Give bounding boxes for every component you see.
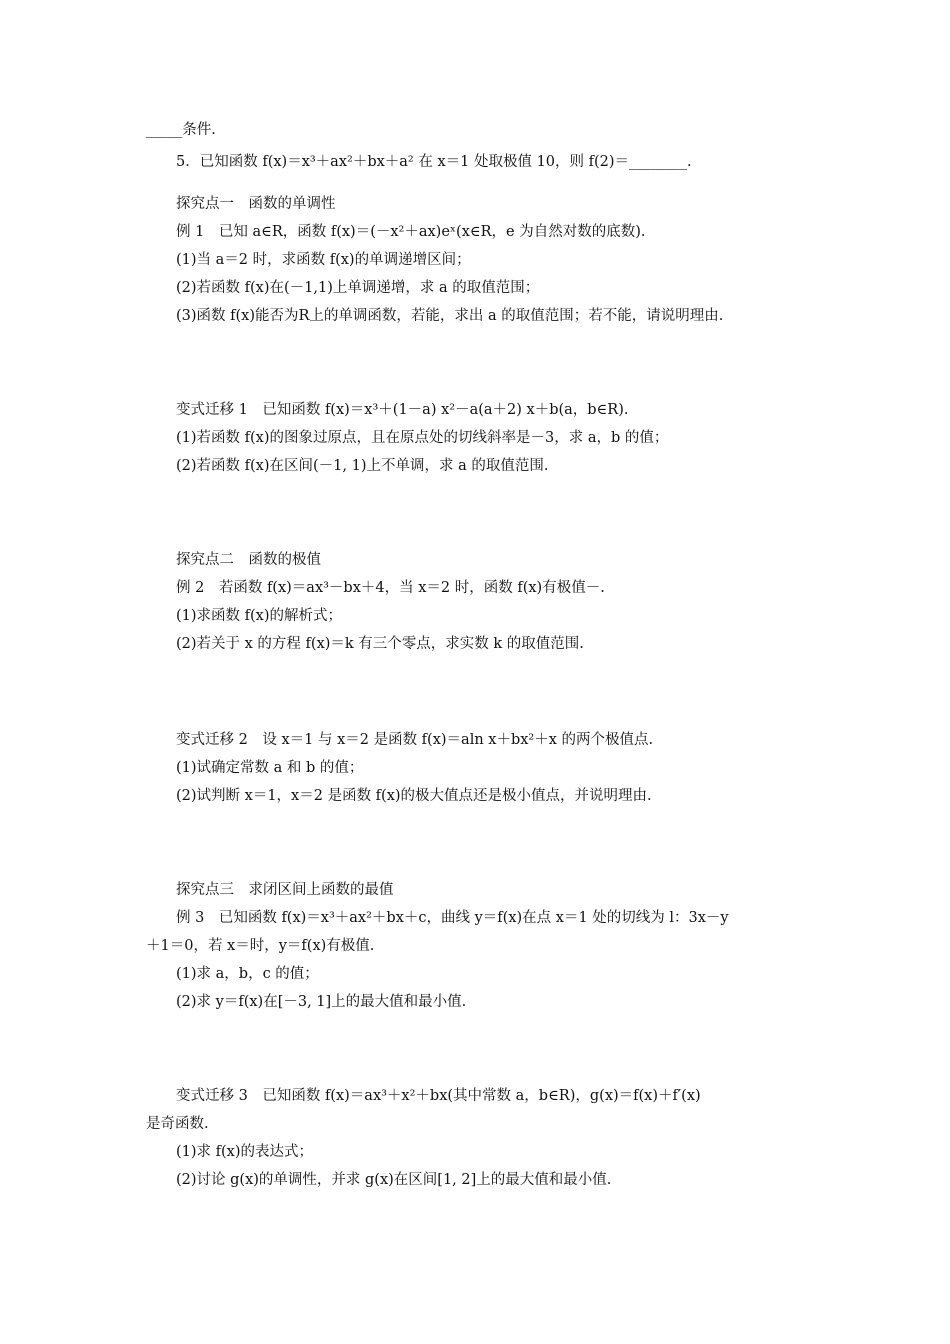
blank-condition-line: _____条件. bbox=[146, 122, 216, 138]
variant-3-continued: 是奇函数. bbox=[146, 1116, 209, 1132]
example-1-part-2: (2)若函数 f(x)在(－1,1)上单调递增，求 a 的取值范围； bbox=[176, 280, 540, 296]
variant-1-part-2: (2)若函数 f(x)在区间(－1, 1)上不单调，求 a 的取值范围. bbox=[176, 458, 549, 474]
example-3-part-1: (1)求 a，b，c 的值； bbox=[176, 966, 319, 982]
variant-2-part-2: (2)试判断 x＝1，x＝2 是函数 f(x)的极大值点还是极小值点，并说明理由. bbox=[176, 788, 652, 804]
variant-3: 变式迁移 3 已知函数 f(x)＝ax³＋x²＋bx(其中常数 a，b∈R)，g(x)＝f(x)＋f′(x) bbox=[176, 1088, 701, 1104]
example-1-part-3: (3)函数 f(x)能否为R上的单调函数，若能，求出 a 的取值范围；若不能，请说明理由. bbox=[176, 308, 724, 324]
question-5: 5．已知函数 f(x)＝x³＋ax²＋bx＋a² 在 x＝1 处取极值 10，则 f(2)＝________. bbox=[176, 154, 692, 170]
example-1-part-1: (1)当 a＝2 时，求函数 f(x)的单调递增区间； bbox=[176, 252, 471, 268]
example-2: 例 2 若函数 f(x)＝ax³－bx＋4，当 x＝2 时，函数 f(x)有极值－. bbox=[176, 580, 605, 596]
section-heading-extrema: 探究点二 函数的极值 bbox=[176, 552, 321, 568]
example-3-part-2: (2)求 y＝f(x)在[－3, 1]上的最大值和最小值. bbox=[176, 994, 467, 1010]
example-1: 例 1 已知 a∈R，函数 f(x)＝(－x²＋ax)eˣ(x∈R，e 为自然对数的底数). bbox=[176, 224, 646, 240]
variant-3-part-2: (2)讨论 g(x)的单调性，并求 g(x)在区间[1, 2]上的最大值和最小值. bbox=[176, 1172, 612, 1188]
variant-1: 变式迁移 1 已知函数 f(x)＝x³＋(1－a) x²－a(a＋2) x＋b(a，b∈R). bbox=[176, 402, 629, 418]
example-3-continued: ＋1＝0，若 x＝时，y＝f(x)有极值. bbox=[146, 938, 375, 954]
variant-1-part-1: (1)若函数 f(x)的图象过原点，且在原点处的切线斜率是－3，求 a，b 的值； bbox=[176, 430, 669, 446]
variant-2: 变式迁移 2 设 x＝1 与 x＝2 是函数 f(x)＝aln x＋bx²＋x 的两个极值点. bbox=[176, 732, 654, 748]
variant-2-part-1: (1)试确定常数 a 和 b 的值； bbox=[176, 760, 364, 776]
variant-3-part-1: (1)求 f(x)的表达式； bbox=[176, 1144, 314, 1160]
section-heading-monotonicity: 探究点一 函数的单调性 bbox=[176, 196, 336, 212]
example-3: 例 3 已知函数 f(x)＝x³＋ax²＋bx＋c，曲线 y＝f(x)在点 x＝1 处的切线为 l：3x－y bbox=[176, 910, 729, 926]
example-2-part-1: (1)求函数 f(x)的解析式； bbox=[176, 608, 343, 624]
section-heading-max-min: 探究点三 求闭区间上函数的最值 bbox=[176, 882, 394, 898]
example-2-part-2: (2)若关于 x 的方程 f(x)＝k 有三个零点，求实数 k 的取值范围. bbox=[176, 636, 584, 652]
